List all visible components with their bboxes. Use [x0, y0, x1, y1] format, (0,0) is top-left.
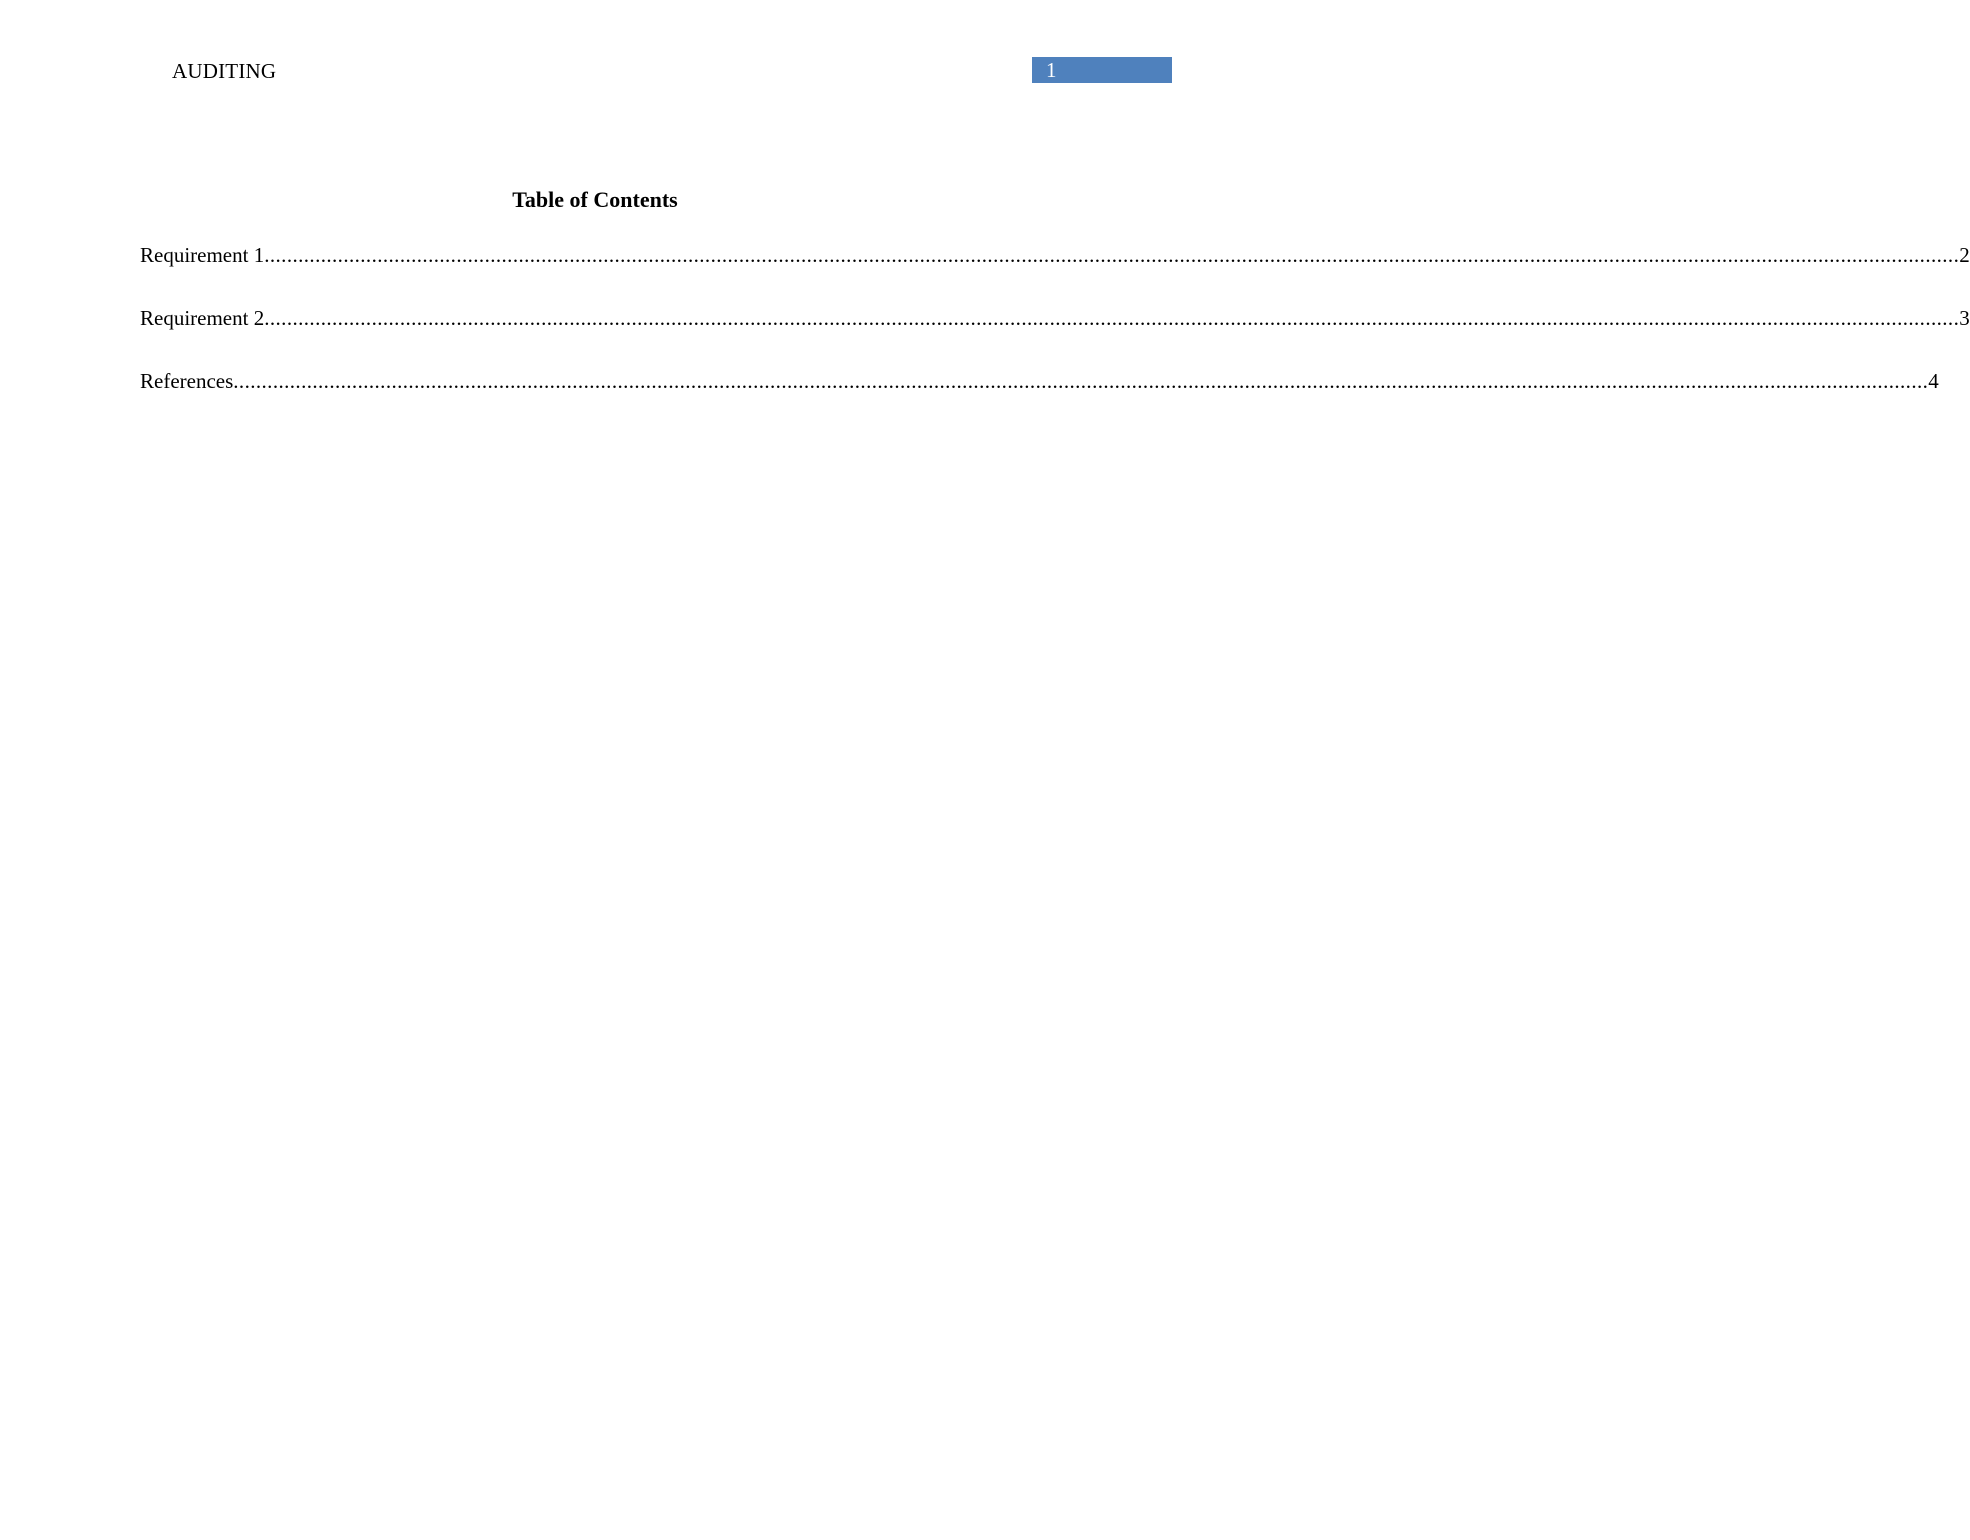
dot-leader: ............................................................................................................................................................................................................................................................................................................ — [233, 369, 1929, 393]
toc-entry-page: 3 — [1959, 306, 1970, 330]
dot-leader: ............................................................................................................................................................................................................................................................................................................ — [264, 306, 1960, 330]
toc-list — [140, 241, 1970, 430]
toc-heading: Table of Contents — [512, 187, 678, 212]
toc-entry-requirement-2[interactable] — [140, 304, 1970, 332]
toc-entry-page: 2 — [1959, 243, 1970, 267]
toc-entry-references[interactable] — [140, 367, 1939, 395]
dot-leader: ............................................................................................................................................................................................................................................................................................................ — [264, 243, 1960, 267]
page-number-badge: 1 — [1032, 57, 1172, 83]
toc-entry-page: 4 — [1928, 369, 1939, 393]
running-header-title: AUDITING — [172, 59, 277, 83]
toc-entry-label: Requirement 1 — [140, 243, 265, 267]
toc-entry-label: References — [140, 369, 234, 393]
toc-entry-requirement-1[interactable] — [140, 241, 1970, 269]
toc-entry-label: Requirement 2 — [140, 306, 265, 330]
